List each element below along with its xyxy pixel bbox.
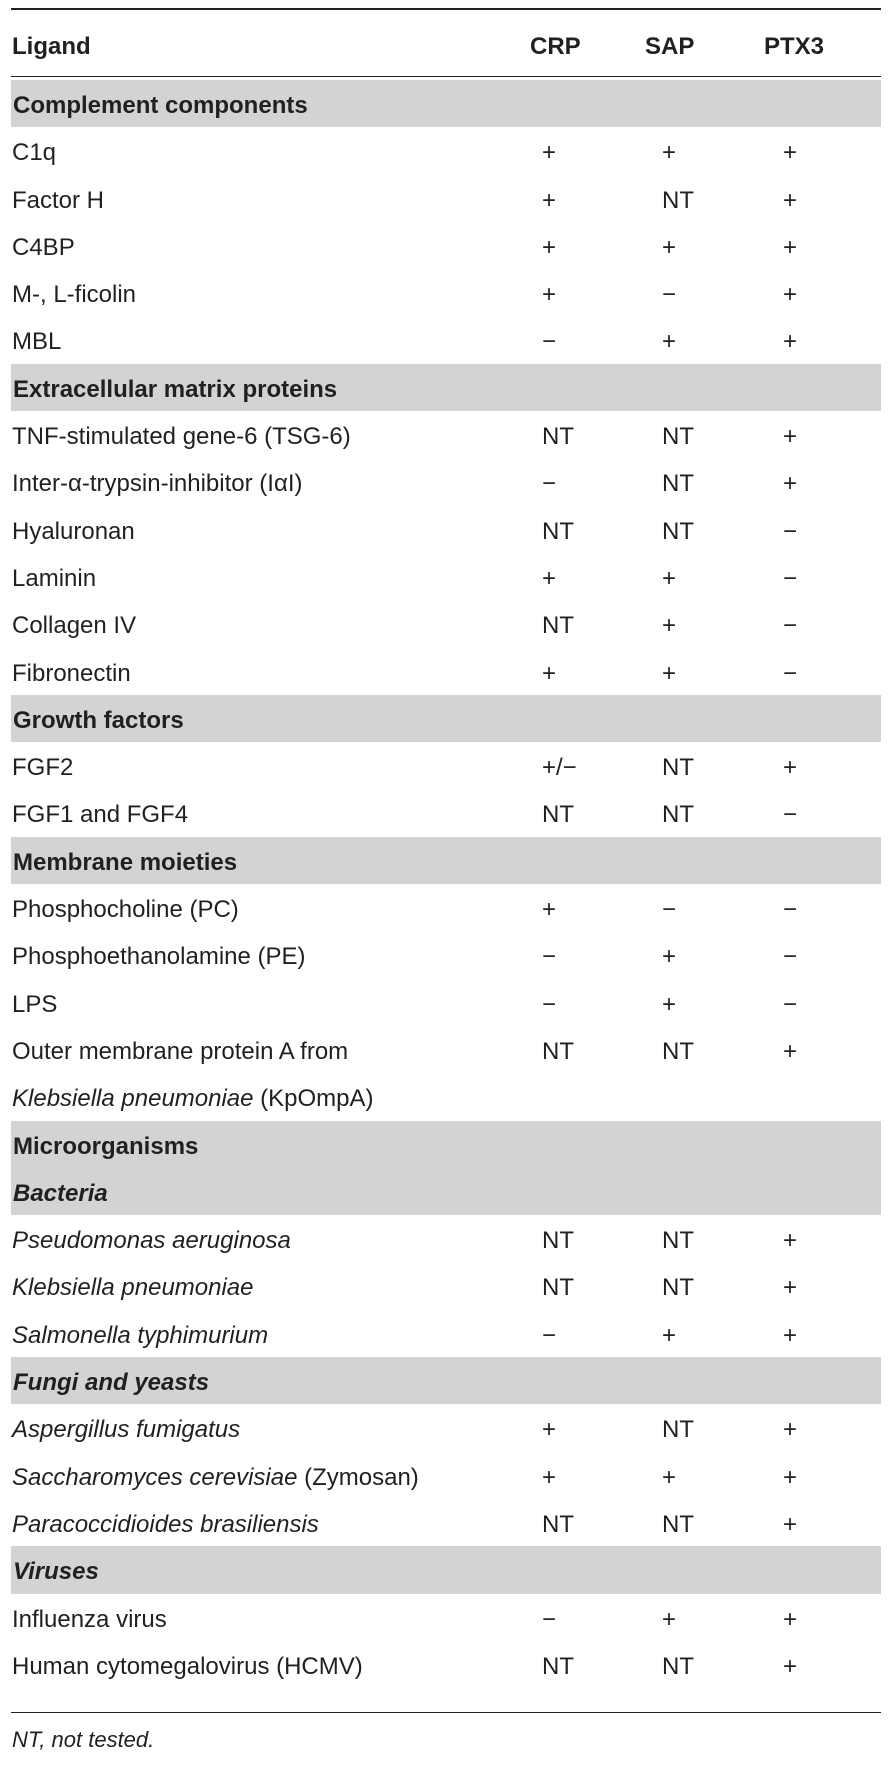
- ligand-species-name: Pseudomonas aeruginosa: [12, 1227, 291, 1255]
- section-label: Extracellular matrix proteins: [13, 375, 338, 403]
- sap-cell: NT: [662, 1416, 694, 1444]
- crp-cell: NT: [542, 423, 574, 451]
- section-header-row: [11, 80, 881, 127]
- ligand-species-name: Klebsiella pneumoniae: [12, 1085, 254, 1113]
- table-row: [0, 1499, 892, 1546]
- crp-cell: NT: [542, 1652, 574, 1680]
- ptx3-cell: −: [783, 801, 798, 829]
- ptx3-cell: +: [783, 1416, 798, 1444]
- ptx3-cell: +: [783, 233, 798, 261]
- crp-cell: −: [542, 470, 557, 498]
- table-row: [0, 1215, 892, 1262]
- section-label: Membrane moieties: [13, 848, 238, 876]
- sap-cell: NT: [662, 470, 694, 498]
- table-row: [0, 1073, 892, 1120]
- crp-cell: +/−: [542, 754, 577, 782]
- table-row: [0, 1641, 892, 1688]
- ptx3-cell: +: [783, 423, 798, 451]
- table-row: [0, 127, 892, 174]
- table-row: [0, 1026, 892, 1073]
- sap-cell: NT: [662, 1037, 694, 1065]
- table-row: [0, 1404, 892, 1451]
- crp-cell: +: [542, 1463, 557, 1491]
- ptx3-cell: +: [783, 1463, 798, 1491]
- section-header-row: [11, 364, 881, 411]
- table-row: [0, 1594, 892, 1641]
- ligand-cell: C1q: [12, 139, 57, 167]
- ligand-cell: Hyaluronan: [12, 517, 135, 545]
- table-row: [0, 979, 892, 1026]
- sap-cell: +: [662, 328, 677, 356]
- ligand-cell: M-, L-ficolin: [12, 281, 137, 309]
- table-row: [0, 175, 892, 222]
- crp-cell: NT: [542, 1227, 574, 1255]
- crp-cell: +: [542, 139, 557, 167]
- ptx3-cell: +: [783, 1037, 798, 1065]
- ptx3-cell: −: [783, 517, 798, 545]
- sap-cell: NT: [662, 1274, 694, 1302]
- ligand-cell: Human cytomegalovirus (HCMV): [12, 1652, 363, 1680]
- sap-cell: +: [662, 233, 677, 261]
- footnote: NT, not tested.: [12, 1727, 155, 1752]
- ptx3-cell: −: [783, 612, 798, 640]
- table-row: [0, 411, 892, 458]
- sap-cell: +: [662, 1321, 677, 1349]
- sap-cell: −: [662, 896, 677, 924]
- sap-cell: NT: [662, 1652, 694, 1680]
- table-row: [0, 1310, 892, 1357]
- ligand-cell: Phosphocholine (PC): [12, 896, 239, 924]
- table-row: [0, 1452, 892, 1499]
- section-header-row: [11, 837, 881, 884]
- table-row: [0, 458, 892, 505]
- crp-cell: NT: [542, 517, 574, 545]
- crp-cell: +: [542, 659, 557, 687]
- sap-cell: +: [662, 139, 677, 167]
- table-row: [0, 553, 892, 600]
- sap-cell: +: [662, 1605, 677, 1633]
- ptx3-cell: −: [783, 990, 798, 1018]
- ligand-cell: MBL: [12, 328, 62, 356]
- section-label: Growth factors: [13, 706, 184, 734]
- section-label: Viruses: [13, 1558, 99, 1586]
- ptx3-cell: +: [783, 139, 798, 167]
- ptx3-cell: +: [783, 1274, 798, 1302]
- table-row: [0, 506, 892, 553]
- table-row: [0, 269, 892, 316]
- ligand-cell: FGF1 and FGF4: [12, 801, 189, 829]
- ptx3-cell: +: [783, 1227, 798, 1255]
- crp-cell: −: [542, 943, 557, 971]
- ligand-cell: Collagen IV: [12, 612, 137, 640]
- crp-cell: NT: [542, 1510, 574, 1538]
- ligand-cell: Phosphoethanolamine (PE): [12, 943, 306, 971]
- crp-cell: −: [542, 1605, 557, 1633]
- ptx3-cell: −: [783, 564, 798, 592]
- ligand-suffix: (KpOmpA): [253, 1085, 374, 1113]
- crp-cell: +: [542, 233, 557, 261]
- section-label: Fungi and yeasts: [13, 1369, 210, 1397]
- section-header-row: [11, 1121, 881, 1168]
- crp-cell: +: [542, 1416, 557, 1444]
- crp-cell: −: [542, 990, 557, 1018]
- crp-cell: +: [542, 896, 557, 924]
- sap-cell: +: [662, 990, 677, 1018]
- sap-cell: NT: [662, 801, 694, 829]
- ligand-species-name: Paracoccidioides brasiliensis: [12, 1510, 319, 1538]
- ptx3-cell: +: [783, 1321, 798, 1349]
- ligand-cell: [12, 1322, 268, 1350]
- crp-cell: NT: [542, 1274, 574, 1302]
- ligand-species-name: Klebsiella pneumoniae: [12, 1274, 254, 1302]
- ligand-cell: Inter-α-trypsin-inhibitor (IαI): [12, 470, 303, 498]
- ptx3-cell: −: [783, 943, 798, 971]
- ptx3-cell: +: [783, 754, 798, 782]
- ligand-species-name: Salmonella typhimurium: [12, 1321, 269, 1349]
- header-crp: CRP: [530, 33, 581, 60]
- section-label: Complement components: [13, 92, 308, 119]
- crp-cell: NT: [542, 1037, 574, 1065]
- ligand-species-name: Aspergillus fumigatus: [12, 1416, 241, 1444]
- ligand-cell: Fibronectin: [12, 659, 131, 687]
- crp-cell: NT: [542, 612, 574, 640]
- header-rule: [11, 76, 881, 77]
- crp-cell: NT: [542, 801, 574, 829]
- table-row: [0, 316, 892, 363]
- sap-cell: NT: [662, 517, 694, 545]
- sap-cell: +: [662, 1463, 677, 1491]
- sap-cell: NT: [662, 423, 694, 451]
- crp-cell: +: [542, 186, 557, 214]
- subsection-header-row: [11, 1168, 881, 1215]
- table-row: [0, 931, 892, 978]
- ligand-cell: Factor H: [12, 186, 105, 214]
- ligand-suffix: (Zymosan): [297, 1463, 419, 1491]
- table-row: [0, 789, 892, 836]
- section-header-row: [11, 695, 881, 742]
- section-label: Microorganisms: [13, 1132, 199, 1160]
- header-ptx3: PTX3: [764, 33, 825, 60]
- sap-cell: NT: [662, 754, 694, 782]
- table-body: [0, 80, 892, 1688]
- table-header: [0, 10, 892, 76]
- header-sap: SAP: [645, 33, 695, 60]
- table-row: [0, 222, 892, 269]
- subsection-header-row: [11, 1546, 881, 1593]
- crp-cell: −: [542, 328, 557, 356]
- sap-cell: NT: [662, 186, 694, 214]
- ligand-species-name: Saccharomyces cerevisiae: [12, 1463, 298, 1491]
- table-row: [0, 742, 892, 789]
- sap-cell: +: [662, 943, 677, 971]
- ligand-cell: [12, 1274, 254, 1302]
- ligand-cell: LPS: [12, 990, 58, 1018]
- crp-cell: +: [542, 564, 557, 592]
- ligand-cell: Influenza virus: [12, 1605, 167, 1633]
- ligand-cell: [12, 1511, 319, 1539]
- bottom-rule: [11, 1712, 881, 1713]
- ligand-cell: [12, 1227, 291, 1255]
- sap-cell: +: [662, 659, 677, 687]
- sap-cell: NT: [662, 1510, 694, 1538]
- ligand-cell: Outer membrane protein A from: [12, 1037, 349, 1065]
- header-ligand: Ligand: [12, 33, 91, 60]
- table-row: [0, 648, 892, 695]
- ptx3-cell: +: [783, 1652, 798, 1680]
- ligand-cell: [12, 1464, 419, 1492]
- ligand-cell: FGF2: [12, 754, 74, 782]
- ligand-cell: [12, 1416, 240, 1444]
- ptx3-cell: +: [783, 1605, 798, 1633]
- ptx3-cell: −: [783, 896, 798, 924]
- sap-cell: +: [662, 564, 677, 592]
- subsection-header-row: [11, 1357, 881, 1404]
- table-row: [0, 1262, 892, 1309]
- table-row: [0, 600, 892, 647]
- ligand-cell: [12, 1085, 374, 1113]
- ptx3-cell: +: [783, 1510, 798, 1538]
- ligand-cell: TNF-stimulated gene-6 (TSG-6): [12, 423, 351, 451]
- sap-cell: NT: [662, 1227, 694, 1255]
- ptx3-cell: +: [783, 328, 798, 356]
- crp-cell: +: [542, 281, 557, 309]
- ligand-cell: Laminin: [12, 564, 97, 592]
- ligand-cell: C4BP: [12, 233, 75, 261]
- ptx3-cell: +: [783, 186, 798, 214]
- ptx3-cell: −: [783, 659, 798, 687]
- section-label: Bacteria: [13, 1179, 108, 1207]
- table-row: [0, 884, 892, 931]
- crp-cell: −: [542, 1321, 557, 1349]
- ptx3-cell: +: [783, 281, 798, 309]
- sap-cell: −: [662, 281, 677, 309]
- sap-cell: +: [662, 612, 677, 640]
- ptx3-cell: +: [783, 470, 798, 498]
